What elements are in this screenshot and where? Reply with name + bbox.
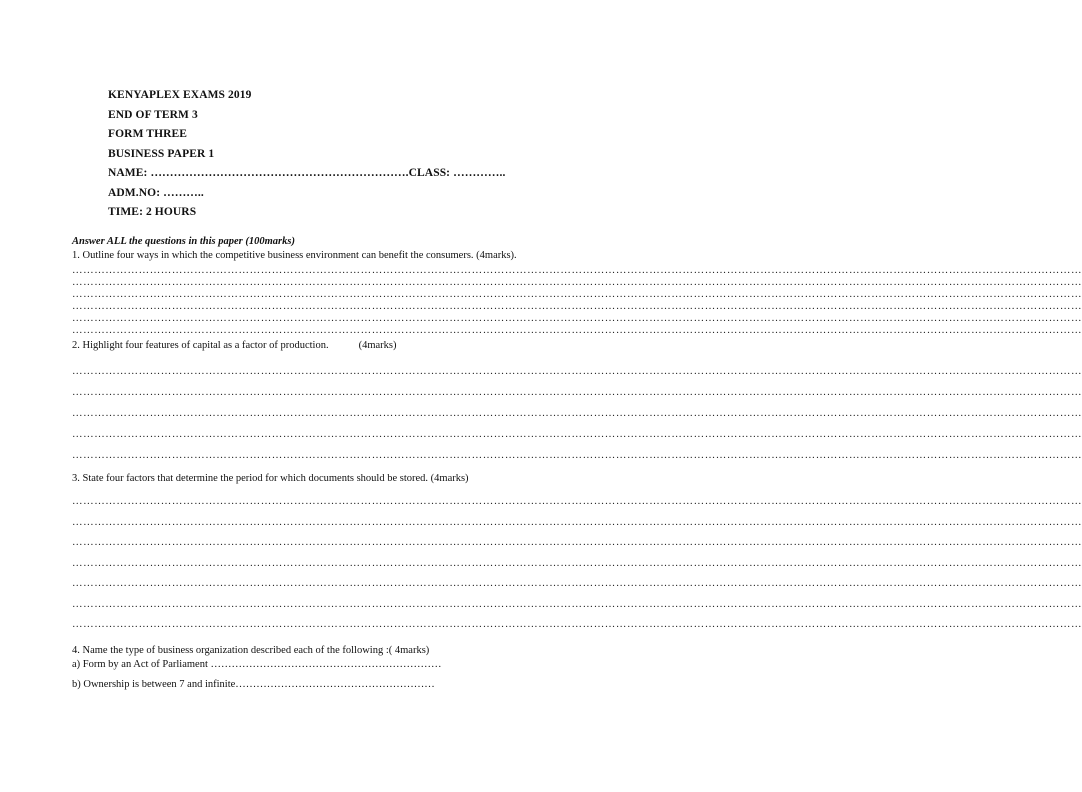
adm-no-field: ADM.NO: ……….. xyxy=(108,186,204,199)
question-2-text: 2. Highlight four features of capital as a factor of production. xyxy=(72,340,329,351)
question-2-marks: (4marks) xyxy=(358,340,397,351)
answer-line: ………………………………………………………………………………………………………………………………………………………………………………………………………………………………………………… xyxy=(72,619,1082,630)
answer-line: ………………………………………………………………………………………………………………………………………………………………………………………………………………………………………………… xyxy=(72,450,1082,461)
answer-line: ………………………………………………………………………………………………………………………………………………………………………………………………………………………………………………… xyxy=(72,387,1082,398)
exam-header xyxy=(108,86,505,223)
answer-line: ………………………………………………………………………………………………………………………………………………………………………………………………………………………………………………… xyxy=(72,537,1082,548)
answer-line: ………………………………………………………………………………………………………………………………………………………………………………………………………………………………………………… xyxy=(72,598,1082,610)
answer-line: ………………………………………………………………………………………………………………………………………………………………………………………………………………………………………………… xyxy=(72,557,1082,569)
answer-line: ………………………………………………………………………………………………………………………………………………………………………………………………………………………………………………… xyxy=(72,578,1082,589)
answer-line: ………………………………………………………………………………………………………………………………………………………………………………………………………………………………………………… xyxy=(72,516,1082,528)
answer-line: ………………………………………………………………………………………………………………………………………………………………………………………………………………………………………………… xyxy=(72,496,1082,507)
answer-line: ………………………………………………………………………………………………………………………………………………………………………………………………………………………………………………… xyxy=(72,301,1082,312)
answer-line: ………………………………………………………………………………………………………………………………………………………………………………………………………………………………………………… xyxy=(72,289,1082,300)
question-2 xyxy=(72,339,540,353)
question-1: 1. Outline four ways in which the competitive business environment can benefit the consumers. (4marks). xyxy=(72,250,517,261)
answer-line: ………………………………………………………………………………………………………………………………………………………………………………………………………………………………………………… xyxy=(72,408,1082,419)
instructions: Answer ALL the questions in this paper (100marks) xyxy=(72,236,295,247)
name-class-field: NAME: ………………………………………………………….CLASS: ………….. xyxy=(108,167,506,179)
question-3: 3. State four factors that determine the period for which documents should be stored. (4marks) xyxy=(72,473,469,484)
time-allowed: TIME: 2 HOURS xyxy=(108,206,197,218)
answer-line: ………………………………………………………………………………………………………………………………………………………………………………………………………………………………………………… xyxy=(72,325,1082,336)
answer-line: ………………………………………………………………………………………………………………………………………………………………………………………………………………………………………………… xyxy=(72,429,1082,440)
question-4b: b) Ownership is between 7 and infinite………………………………………………… xyxy=(72,678,435,690)
answer-line: ………………………………………………………………………………………………………………………………………………………………………………………………………………………………………………… xyxy=(72,265,1082,276)
exam-form: FORM THREE xyxy=(108,128,188,140)
question-4a: a) Form by an Act of Parliament ………………………………………………………… xyxy=(72,658,442,670)
exam-paper: BUSINESS PAPER 1 xyxy=(108,147,215,160)
answer-line: ………………………………………………………………………………………………………………………………………………………………………………………………………………………………………………… xyxy=(72,313,1082,324)
question-4: 4. Name the type of business organization described each of the following :( 4marks) xyxy=(72,644,430,656)
question-section xyxy=(72,235,1082,692)
answer-line: ………………………………………………………………………………………………………………………………………………………………………………………………………………………………………………… xyxy=(72,366,1082,377)
exam-series: KENYAPLEX EXAMS 2019 xyxy=(108,89,252,101)
exam-term: END OF TERM 3 xyxy=(108,108,198,121)
answer-line: ………………………………………………………………………………………………………………………………………………………………………………………………………………………………………………… xyxy=(72,277,1082,288)
